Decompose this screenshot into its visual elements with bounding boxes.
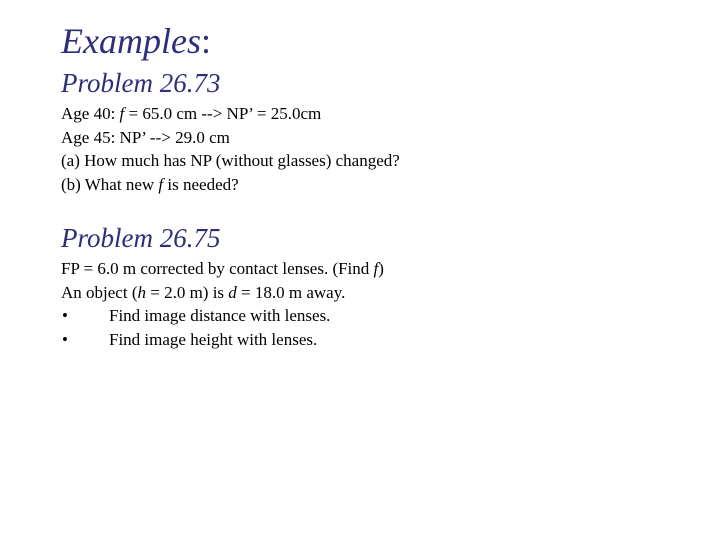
problem-1-body bbox=[61, 102, 400, 196]
problem-2-body bbox=[61, 257, 384, 351]
focal-length-symbol: f bbox=[119, 104, 125, 123]
text-segment: An object ( bbox=[61, 282, 138, 302]
text-segment: = 2.0 m) is bbox=[145, 282, 229, 302]
list-item bbox=[61, 304, 384, 328]
problem-2-line-2 bbox=[61, 281, 384, 305]
text-segment: (b) What new bbox=[61, 174, 159, 194]
list-item-text: Find image distance with lenses. bbox=[109, 306, 331, 325]
problem-1-heading: Problem 26.73 bbox=[61, 68, 221, 98]
text-segment: FP = 6.0 m corrected by contact lenses. (Find bbox=[61, 259, 374, 278]
problem-1-line-1 bbox=[61, 102, 400, 126]
list-item bbox=[61, 328, 384, 352]
title-word: Examples bbox=[61, 21, 201, 61]
bullet-icon: • bbox=[62, 329, 68, 349]
text-segment: = 65.0 cm --> NP’ = 25.0cm bbox=[124, 104, 322, 123]
text-segment: is needed? bbox=[163, 174, 239, 194]
title-colon: : bbox=[200, 21, 211, 61]
list-item-text: Find image height with lenses. bbox=[109, 329, 318, 349]
bullet-icon: • bbox=[62, 306, 68, 325]
problem-1-question-b bbox=[61, 173, 400, 197]
height-symbol: h bbox=[137, 282, 146, 302]
problem-1-question-a: (a) How much has NP (without glasses) changed? bbox=[61, 151, 400, 170]
problem-1-line-2: Age 45: NP’ --> 29.0 cm bbox=[61, 127, 230, 147]
problem-2-heading: Problem 26.75 bbox=[61, 223, 221, 253]
focal-length-symbol: f bbox=[158, 174, 164, 194]
text-segment: = 18.0 m away. bbox=[236, 282, 346, 302]
text-segment: ) bbox=[378, 259, 384, 278]
text-segment: Age 40: bbox=[61, 104, 120, 123]
focal-length-symbol: f bbox=[373, 259, 379, 278]
distance-symbol: d bbox=[228, 282, 237, 302]
slide-title bbox=[61, 20, 211, 63]
problem-2-line-1 bbox=[61, 257, 384, 281]
